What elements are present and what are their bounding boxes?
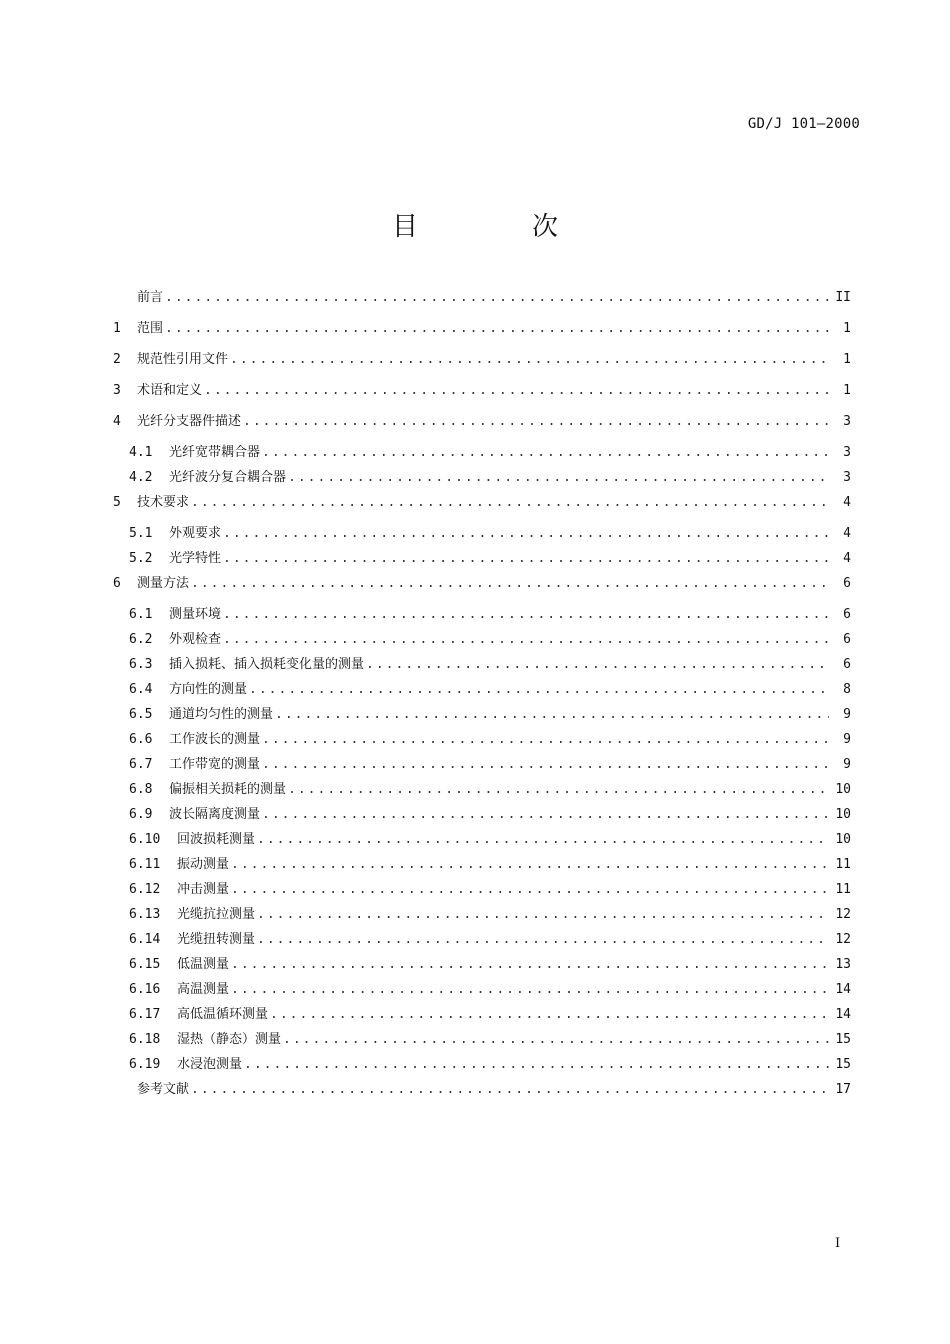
toc-dot-leader (230, 350, 829, 370)
toc-entry-page: 9 (843, 757, 851, 772)
toc-dot-leader (283, 1030, 829, 1050)
toc-dot-leader (366, 655, 829, 675)
toc-entry[interactable] (113, 630, 851, 655)
toc-entry-number: 6.7 (129, 757, 153, 772)
toc-entry-number: 6.19 (129, 1057, 161, 1072)
toc-dot-leader (288, 468, 829, 488)
toc-entry-page: 4 (843, 551, 851, 566)
document-code: GD/J 101—2000 (747, 116, 860, 132)
toc-entry[interactable] (113, 493, 851, 524)
toc-dot-leader (191, 493, 829, 513)
toc-entry[interactable] (113, 549, 851, 574)
toc-dot-leader (165, 288, 829, 308)
toc-entry[interactable] (113, 605, 851, 630)
toc-entry-number: 4.2 (129, 470, 153, 485)
toc-entry-number: 4.1 (129, 445, 153, 460)
toc-entry-number: 2 (113, 352, 121, 367)
toc-entry-number: 6.10 (129, 832, 161, 847)
toc-entry-number: 6.5 (129, 707, 153, 722)
toc-entry-page: 9 (843, 732, 851, 747)
toc-entry[interactable] (113, 930, 851, 955)
toc-entry-label: 波长隔离度测量 (169, 807, 261, 822)
toc-entry-page: 14 (835, 1007, 851, 1022)
toc-entry-number: 6.4 (129, 682, 153, 697)
toc-entry-number: 6.14 (129, 932, 161, 947)
toc-dot-leader (231, 880, 829, 900)
toc-entry-number: 4 (113, 414, 121, 429)
toc-dot-leader (270, 1005, 829, 1025)
toc-entry-page: II (835, 290, 851, 305)
toc-entry-number: 3 (113, 383, 121, 398)
toc-entry-number: 6.3 (129, 657, 153, 672)
toc-entry[interactable] (113, 350, 851, 381)
toc-entry-label: 前言 (137, 290, 164, 305)
toc-entry[interactable] (113, 980, 851, 1005)
toc-entry-page: 1 (843, 352, 851, 367)
toc-entry-page: 12 (835, 932, 851, 947)
toc-entry-page: 12 (835, 907, 851, 922)
toc-entry[interactable] (113, 443, 851, 468)
toc-entry-label: 外观要求 (169, 526, 222, 541)
toc-entry-label: 工作波长的测量 (169, 732, 261, 747)
toc-dot-leader (288, 780, 829, 800)
toc-entry-label: 通道均匀性的测量 (169, 707, 274, 722)
toc-entry-label: 光纤宽带耦合器 (169, 445, 261, 460)
toc-entry-label: 高低温循环测量 (177, 1007, 269, 1022)
toc-entry[interactable] (113, 805, 851, 830)
toc-dot-leader (204, 381, 829, 401)
toc-dot-leader (231, 955, 829, 975)
toc-entry-number: 6.9 (129, 807, 153, 822)
toc-entry-page: 10 (835, 782, 851, 797)
toc-entry[interactable] (113, 319, 851, 350)
toc-entry[interactable] (113, 574, 851, 605)
toc-entry-page: 6 (843, 657, 851, 672)
toc-entry[interactable] (113, 1030, 851, 1055)
toc-entry-label: 湿热（静态）测量 (177, 1032, 282, 1047)
toc-entry-number: 5 (113, 495, 121, 510)
toc-entry[interactable] (113, 730, 851, 755)
toc-entry-page: 8 (843, 682, 851, 697)
toc-entry-label: 光学特性 (169, 551, 222, 566)
toc-entry[interactable] (113, 381, 851, 412)
toc-entry-label: 规范性引用文件 (137, 352, 229, 367)
toc-entry-label: 技术要求 (137, 495, 190, 510)
toc-entry-page: 1 (843, 383, 851, 398)
toc-entry-label: 水浸泡测量 (177, 1057, 243, 1072)
toc-dot-leader (257, 930, 829, 950)
toc-entry-number: 6.2 (129, 632, 153, 647)
toc-entry-page: 4 (843, 526, 851, 541)
toc-entry-number: 6.1 (129, 607, 153, 622)
toc-dot-leader (243, 412, 829, 432)
toc-entry[interactable] (113, 1055, 851, 1080)
toc-entry-number: 6.15 (129, 957, 161, 972)
toc-entry-page: 6 (843, 576, 851, 591)
toc-dot-leader (262, 730, 829, 750)
toc-entry[interactable] (113, 705, 851, 730)
toc-entry-label: 振动测量 (177, 857, 230, 872)
toc-entry-page: 10 (835, 807, 851, 822)
page-number: I (835, 1236, 841, 1251)
toc-dot-leader (262, 443, 829, 463)
toc-entry-label: 回波损耗测量 (177, 832, 256, 847)
toc-entry[interactable] (113, 855, 851, 880)
toc-entry-label: 术语和定义 (137, 383, 203, 398)
toc-entry-number: 6.17 (129, 1007, 161, 1022)
toc-entry-number: 6.6 (129, 732, 153, 747)
toc-dot-leader (275, 705, 829, 725)
toc-dot-leader (231, 855, 829, 875)
toc-entry-label: 光缆抗拉测量 (177, 907, 256, 922)
toc-entry-label: 高温测量 (177, 982, 230, 997)
toc-entry-number: 1 (113, 321, 121, 336)
toc-entry-label: 低温测量 (177, 957, 230, 972)
toc-entry[interactable] (113, 880, 851, 905)
toc-entry-number: 5.2 (129, 551, 153, 566)
toc-entry[interactable] (113, 1080, 851, 1111)
toc-entry[interactable] (113, 955, 851, 980)
toc-entry-page: 11 (835, 882, 851, 897)
toc-entry-label: 偏振相关损耗的测量 (169, 782, 287, 797)
toc-dot-leader (223, 630, 829, 650)
toc-entry-page: 1 (843, 321, 851, 336)
toc-entry-page: 3 (843, 445, 851, 460)
toc-entry-page: 3 (843, 414, 851, 429)
toc-dot-leader (249, 680, 829, 700)
toc-entry[interactable] (113, 905, 851, 930)
toc-entry-label: 冲击测量 (177, 882, 230, 897)
toc-entry-page: 6 (843, 607, 851, 622)
toc-entry-number: 6.12 (129, 882, 161, 897)
toc-entry[interactable] (113, 524, 851, 549)
toc-dot-leader (165, 319, 829, 339)
toc-entry-number: 6.13 (129, 907, 161, 922)
toc-entry-number: 6.16 (129, 982, 161, 997)
toc-entry-page: 14 (835, 982, 851, 997)
toc-dot-leader (262, 755, 829, 775)
toc-entry[interactable] (113, 655, 851, 680)
toc-entry-page: 10 (835, 832, 851, 847)
toc-entry-label: 外观检查 (169, 632, 222, 647)
toc-entry-label: 光缆扭转测量 (177, 932, 256, 947)
toc-entry-label: 光纤分支器件描述 (137, 414, 242, 429)
toc-dot-leader (191, 1080, 829, 1100)
toc-entry-page: 15 (835, 1032, 851, 1047)
page-title: 目 次 (391, 212, 602, 242)
toc-entry-number: 6.8 (129, 782, 153, 797)
toc-entry-label: 测量方法 (137, 576, 190, 591)
toc-dot-leader (223, 605, 829, 625)
toc-dot-leader (262, 805, 829, 825)
toc-entry-page: 17 (835, 1082, 851, 1097)
toc-entry-number: 6 (113, 576, 121, 591)
toc-dot-leader (244, 1055, 829, 1075)
toc-entry-page: 13 (835, 957, 851, 972)
toc-entry[interactable] (113, 755, 851, 780)
toc-entry-label: 参考文献 (137, 1082, 190, 1097)
toc-dot-leader (231, 980, 829, 1000)
toc-entry-label: 工作带宽的测量 (169, 757, 261, 772)
toc-entry-number: 6.18 (129, 1032, 161, 1047)
toc-dot-leader (257, 905, 829, 925)
toc-entry-label: 测量环境 (169, 607, 222, 622)
toc-entry[interactable] (113, 780, 851, 805)
toc-entry-label: 范围 (137, 321, 164, 336)
toc-entry-label: 方向性的测量 (169, 682, 248, 697)
toc-entry-page: 3 (843, 470, 851, 485)
toc-entry[interactable] (113, 1005, 851, 1030)
toc-entry[interactable] (113, 288, 851, 319)
toc-entry-label: 插入损耗、插入损耗变化量的测量 (169, 657, 365, 672)
toc-entry-number: 5.1 (129, 526, 153, 541)
toc-dot-leader (191, 574, 829, 594)
toc-entry-number: 6.11 (129, 857, 161, 872)
toc-entry[interactable] (113, 468, 851, 493)
toc-entry[interactable] (113, 412, 851, 443)
toc-entry-page: 6 (843, 632, 851, 647)
toc-entry-page: 9 (843, 707, 851, 722)
toc-entry[interactable] (113, 830, 851, 855)
toc-entry[interactable] (113, 680, 851, 705)
toc-entry-page: 11 (835, 857, 851, 872)
toc-dot-leader (223, 549, 829, 569)
toc-dot-leader (223, 524, 829, 544)
toc-entry-page: 15 (835, 1057, 851, 1072)
toc-entry-label: 光纤波分复合耦合器 (169, 470, 287, 485)
table-of-contents (113, 288, 851, 1111)
toc-entry-page: 4 (843, 495, 851, 510)
toc-dot-leader (257, 830, 829, 850)
